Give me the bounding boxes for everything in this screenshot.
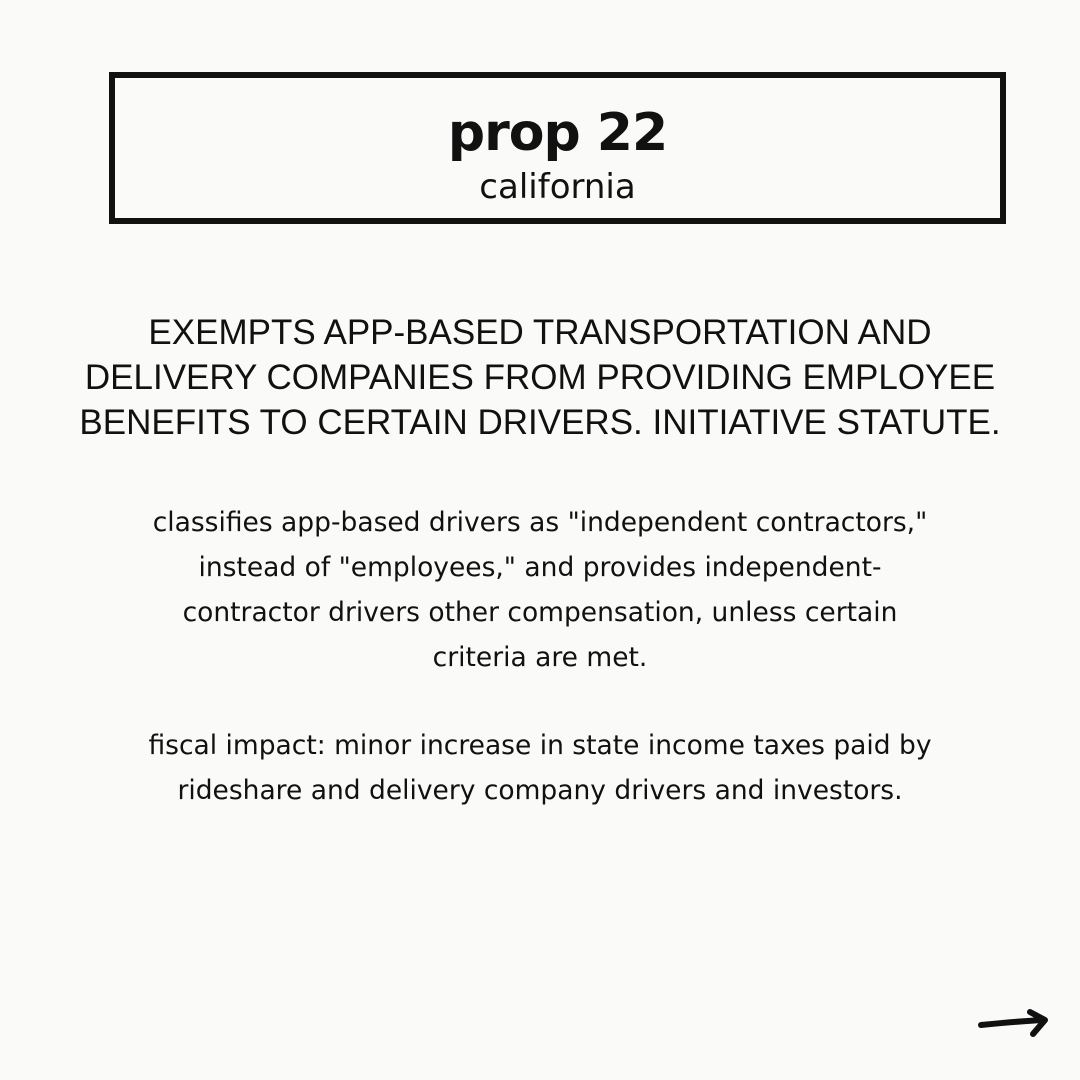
heading-line: BENEFITS TO CERTAIN DRIVERS. INITIATIVE STATUTE. [79,403,1001,442]
summary-line: classifies app-based drivers as "independent contractors," [152,507,928,538]
heading-line: EXEMPTS APP-BASED TRANSPORTATION AND [148,313,932,352]
fiscal-line: fiscal impact: minor increase in state income taxes paid by [148,730,932,761]
page-title: prop 22 [447,103,668,163]
summary-paragraph [60,500,1020,680]
title-box [109,72,1006,224]
measure-heading [40,310,1040,445]
arrow-right-icon[interactable] [976,1004,1056,1044]
summary-line: instead of "employees," and provides independent- [198,552,882,583]
fiscal-line: rideshare and delivery company drivers and investors. [177,775,903,806]
summary-line: criteria are met. [432,642,648,673]
summary-line: contractor drivers other compensation, unless certain [182,597,898,628]
page-subtitle: california [479,167,636,207]
fiscal-impact-paragraph [60,723,1020,813]
heading-line: DELIVERY COMPANIES FROM PROVIDING EMPLOYEE [84,358,996,397]
